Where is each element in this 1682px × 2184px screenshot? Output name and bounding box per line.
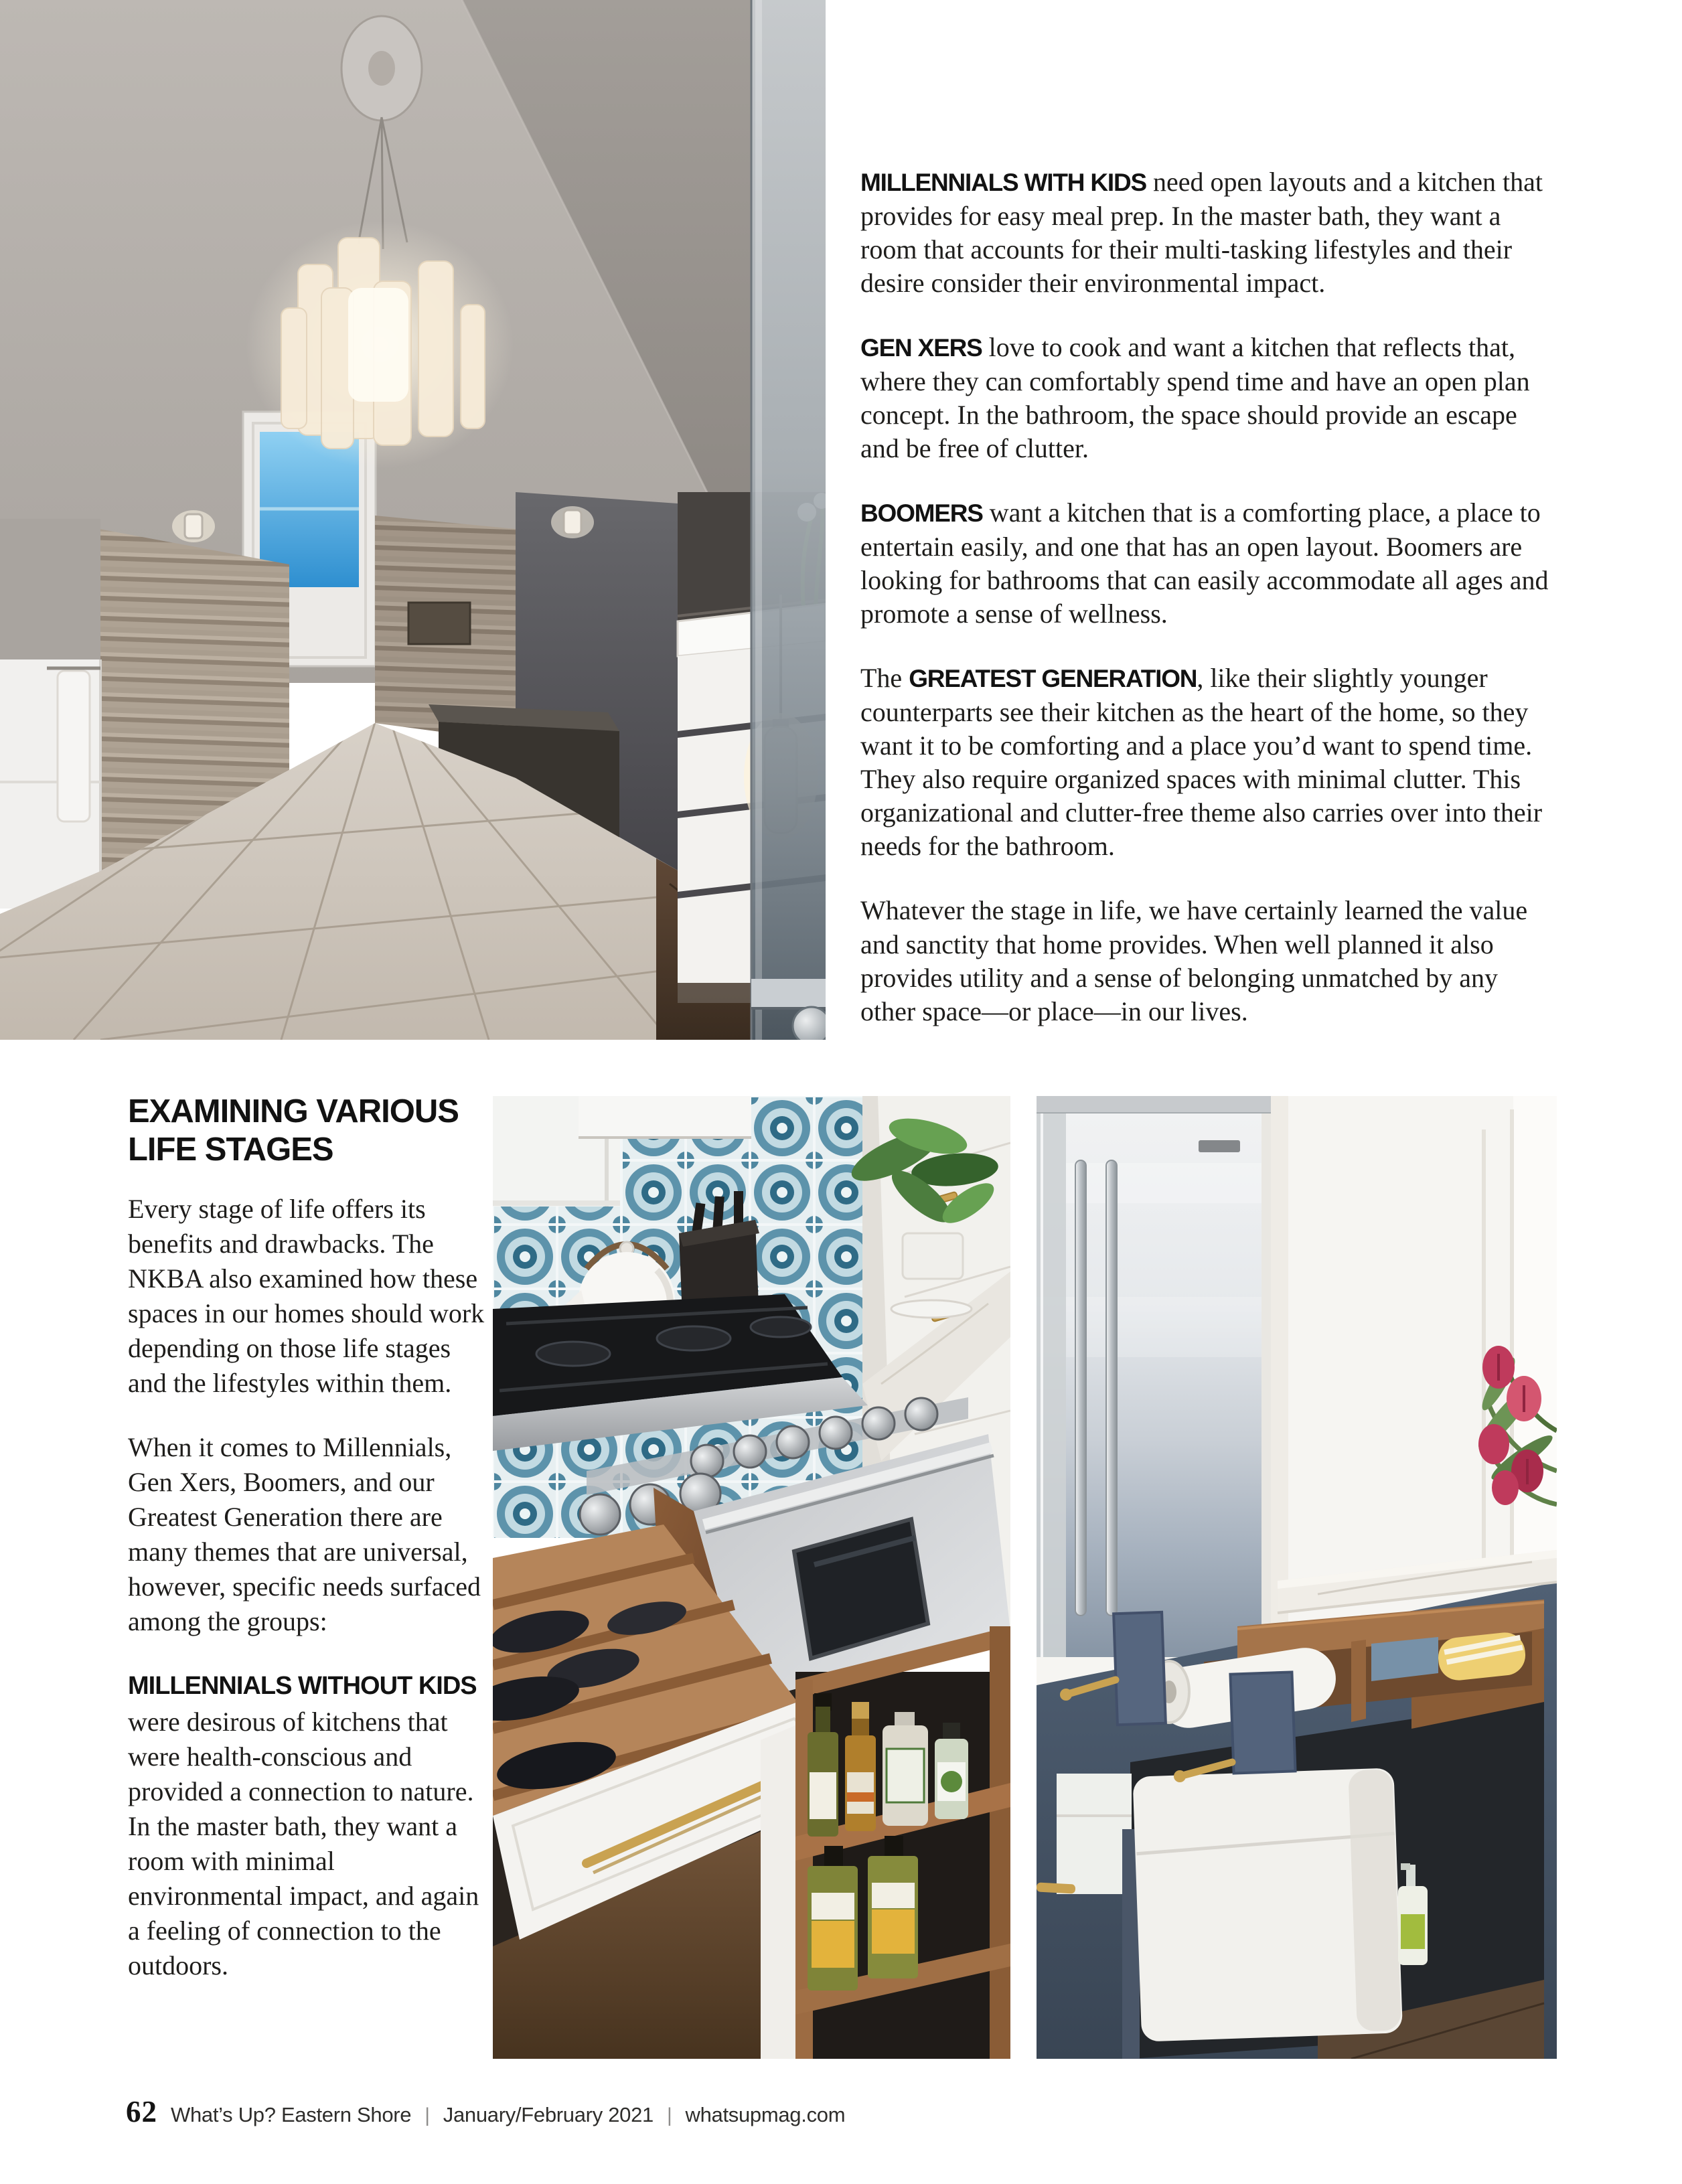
- footer-issue-date: January/February 2021: [443, 2103, 654, 2126]
- refrigerator: [1037, 1096, 1288, 1672]
- paragraph-life-stages: Every stage of life offers its benefits and drawbacks. The NKBA also examined how these spaces in our homes should work depending on those life stages and the lifestyles within them.: [128, 1194, 485, 1398]
- paragraph-closing: [860, 894, 1558, 1028]
- article-column-right: [860, 165, 1558, 1059]
- lead-in: GREATEST GENERATION: [909, 665, 1197, 692]
- bathroom-photo-illustration: [0, 0, 826, 1040]
- kitchen-island-illustration: [1037, 1096, 1557, 2059]
- kitchen-drawers-illustration: [493, 1096, 1010, 2059]
- paragraph-generations: When it comes to Millennials, Gen Xers, Boomers, and our Greatest Generation there are many themes that are universal, however, specific needs surfaced among the groups:: [128, 1432, 481, 1636]
- lead-prefix: The: [860, 663, 909, 693]
- door-knob: [793, 1007, 826, 1040]
- fridge-handle: [1075, 1160, 1086, 1616]
- bathroom-photo: [0, 0, 826, 1040]
- pipe-divider: |: [425, 2104, 430, 2126]
- frosted-glass-panel: [751, 0, 826, 1040]
- lead-in: GEN XERS: [860, 334, 982, 362]
- paragraph-text: need open layouts and a kitchen that provides for easy meal prep. In the master bath, they want a room that accounts for their multi-tasking lifestyles and their desire consider their environmental impact.: [860, 167, 1543, 298]
- lead-in: MILLENNIALS WITH KIDS: [860, 169, 1146, 196]
- paragraph-greatest-generation: [860, 661, 1558, 863]
- paragraph-text: , like their slightly younger counterparts see their kitchen as the heart of the home, so they want it to be comforting and a place you’d want to spend time. They also require organized spaces with minimal clutter. This organizational and clutter-free theme also carries over into their needs for the bathroom.: [860, 663, 1543, 861]
- kitchen-island-photo: [1037, 1096, 1557, 2059]
- oil-pantry-pullout: [761, 1626, 1010, 2059]
- kitchen-drawers-photo: [493, 1096, 1010, 2059]
- paragraph-millennials-with-kids: [860, 165, 1558, 300]
- sub-heading: MILLENNIALS WITHOUT KIDS: [128, 1672, 477, 1700]
- fridge-control-panel: [1199, 1140, 1240, 1152]
- page-number: 62: [126, 2095, 157, 2128]
- section-heading: EXAMINING VARIOUS LIFE STAGES: [128, 1093, 459, 1168]
- lead-in: BOOMERS: [860, 499, 983, 527]
- pipe-divider: |: [666, 2104, 672, 2126]
- plate: [891, 1300, 972, 1318]
- paragraph-boomers: [860, 496, 1558, 631]
- wall-niche: [408, 603, 470, 644]
- article-column-left: [128, 1093, 495, 2013]
- paragraph-text: love to cook and want a kitchen that reflects that, where they can comfortably spend time and have an open plan concept. In the bathroom, the space should provide an escape and be free of clutter.: [860, 332, 1530, 463]
- range-hood-bottom: [579, 1096, 751, 1138]
- paragraph-text: want a kitchen that is a comforting place, a place to entertain easily, and one that has an open layout. Boomers are looking for bathrooms that can easily accommodate all ages and promote a sense of wellness.: [860, 497, 1549, 629]
- fridge-handle: [1106, 1160, 1117, 1616]
- paragraph-gen-xers: [860, 331, 1558, 465]
- paragraph-text: Whatever the stage in life, we have certainly learned the value and sanctity that home provides. When well planned it also provides utility and a sense of belonging unmatched by any other space—or place—in our lives.: [860, 895, 1528, 1026]
- page-footer: [126, 2094, 845, 2129]
- footer-magazine-title: What’s Up? Eastern Shore: [171, 2103, 412, 2126]
- paragraph-millennials-without-kids: were desirous of kitchens that were health-conscious and provided a connection to nature. In the master bath, they want a room with minimal environmental impact, and again a feeling of connection to the outdoors.: [128, 1707, 479, 1980]
- footer-website: whatsupmag.com: [685, 2103, 846, 2126]
